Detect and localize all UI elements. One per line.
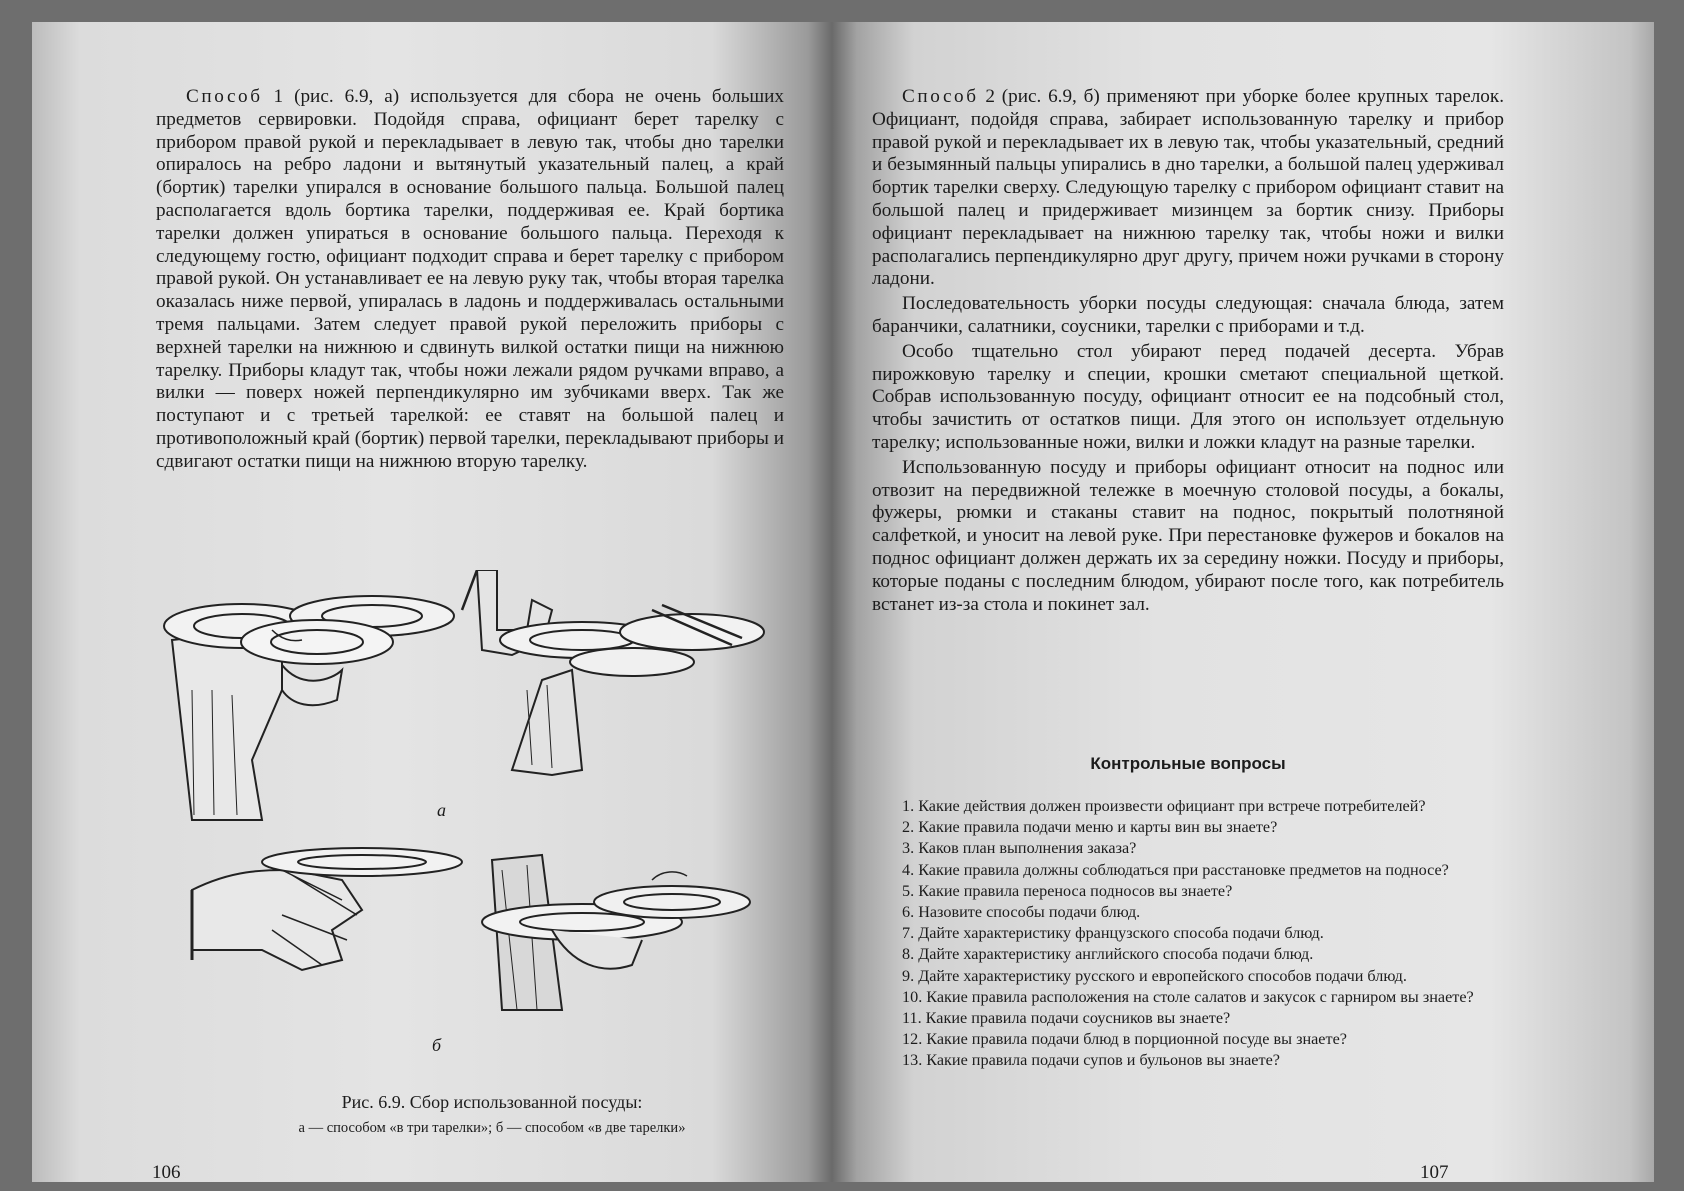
question-item: 1. Какие действия должен произвести официант при встрече потребителей? xyxy=(902,797,1426,815)
two-plates-drawing xyxy=(482,855,750,1010)
question-item: 11. Какие правила подачи соусников вы знаете? xyxy=(902,1009,1231,1028)
page-number-right: 107 xyxy=(1420,1162,1449,1182)
page-number-left: 106 xyxy=(152,1162,181,1182)
figure-6-9 xyxy=(132,570,812,1055)
question-item: 2. Какие правила подачи меню и карты вин вы знаете? xyxy=(902,818,1278,837)
three-plates-drawing xyxy=(164,596,454,820)
sequence-paragraph: Последовательность уборки посуды следующая: сначала блюда, затем баранчики, салатники, соусники, тарелки с приборами и т.д. xyxy=(872,293,1504,337)
method-2-paragraph xyxy=(872,86,1504,291)
figure-label-b: б xyxy=(432,1035,442,1055)
method-1-paragraph xyxy=(156,86,784,474)
question-item: 7. Дайте характеристику французского способа подачи блюд. xyxy=(902,924,1324,943)
question-item: 6. Назовите способы подачи блюд. xyxy=(902,903,1141,922)
figure-illustration xyxy=(132,570,812,1030)
method-1-text: 1 (рис. 6.9, а) используется для сбора не очень больших предметов сервировки. Подойдя справа, официант берет тарелку с прибором правой рукой и перекладывает в левую так, чтобы дно тарелки опиралось на ребро ладони и вытянутый указательный палец, а край (бортик) тарелки упирался в основание большого пальца. Большой палец располагается вдоль бортика тарелки, поддерживая ее. Край бортика тарелки должен упираться в основание большого пальца. Переходя к следующему гостю, официант подходит справа и берет тарелку с прибором правой рукой. Он устанавливает ее на левую руку так, чтобы вторая тарелка оказалась ниже первой, упиралась в ладонь и поддерживалась остальными тремя пальцами. Затем следует правой рукой переложить приборы с верхней тарелки на нижнюю и сдвинуть вилкой остатки пищи на нижнюю тарелку. Приборы кладут так, чтобы ножи лежали рядом ручками вправо, а вилки — поверх ножей перпендикулярно им зубчиками вверх. Так же поступают и с третьей тарелкой: ее ставят на большой палец и противоположный край (бортик) первой тарелки, перекладывают приборы и сдвигают остатки пищи на нижнюю вторую тарелку. xyxy=(156,86,784,472)
section-title: Контрольные вопросы xyxy=(1090,754,1286,773)
left-page xyxy=(32,22,832,1182)
dessert-paragraph: Особо тщательно стол убирают перед подачей десерта. Убрав пирожковую тарелку и специи, крошки сметают специальной щеткой. Собрав использованную посуду, официант относит ее на подсобный стол, чтобы зачистить от остатков пищи. Для этого он использует отдельную тарелку; использованные ножи, вилки и ложки кладут на разные тарелки. xyxy=(872,340,1504,453)
left-body-text xyxy=(156,86,784,474)
question-item: 5. Какие правила переноса подносов вы знаете? xyxy=(902,881,1233,900)
question-item: 10. Какие правила расположения на столе салатов и закусок с гарниром вы знаете? xyxy=(902,987,1474,1006)
question-item: 4. Какие правила должны соблюдаться при расстановке предметов на подносе? xyxy=(902,860,1449,879)
method-1-lead: Способ xyxy=(186,86,263,107)
figure-subcaption: а — способом «в три тарелки»; б — способом «в две тарелки» xyxy=(298,1120,686,1136)
hand-plate-drawing xyxy=(192,848,462,970)
question-item: 12. Какие правила подачи блюд в порционной посуде вы знаете? xyxy=(902,1030,1347,1049)
waiter-hands-drawing xyxy=(462,570,764,775)
tray-paragraph: Использованную посуду и приборы официант относит на поднос или отвозит на передвижной тележке в моечную столовой посуды, а бокалы, фужеры, рюмки и стаканы ставит на поднос, покрытый полотняной салфеткой, и уносит на левой руке. При перестановке фужеров и бокалов на поднос официант должен держать их за середину ножки. Посуду и приборы, которые поданы с последним блюдом, убирают после того, как потребитель встанет из-за стола и покинет зал. xyxy=(872,456,1504,615)
figure-caption: Рис. 6.9. Сбор использованной посуды: xyxy=(341,1092,643,1112)
question-item: 13. Какие правила подачи супов и бульонов вы знаете? xyxy=(902,1051,1280,1070)
right-body-text xyxy=(872,86,1504,616)
figure-label-a: а xyxy=(437,800,446,820)
method-2-text: 2 (рис. 6.9, б) применяют при уборке более крупных тарелок. Официант, подойдя справа, забирает использованную тарелку и прибор правой рукой и перекладывает их в левую так, чтобы указательный, средний и безымянный пальцы упирались в дно тарелки, а большой палец удерживал бортик тарелки сверху. Следующую тарелку с прибором официант ставит на большой палец и придерживает мизинцем за бортик снизу. Приборы официант перекладывает на нижнюю тарелку так, чтобы ножи и вилки располагались перпендикулярно друг другу, причем ножи ручками в сторону ладони. xyxy=(872,86,1504,290)
method-2-lead: Способ xyxy=(902,86,979,107)
right-page xyxy=(832,22,1654,1182)
question-item: 8. Дайте характеристику английского способа подачи блюд. xyxy=(902,945,1314,964)
question-item: 9. Дайте характеристику русского и европейского способов подачи блюд. xyxy=(902,966,1407,985)
question-item: 3. Каков план выполнения заказа? xyxy=(902,839,1137,858)
questions-list xyxy=(872,796,1504,1072)
